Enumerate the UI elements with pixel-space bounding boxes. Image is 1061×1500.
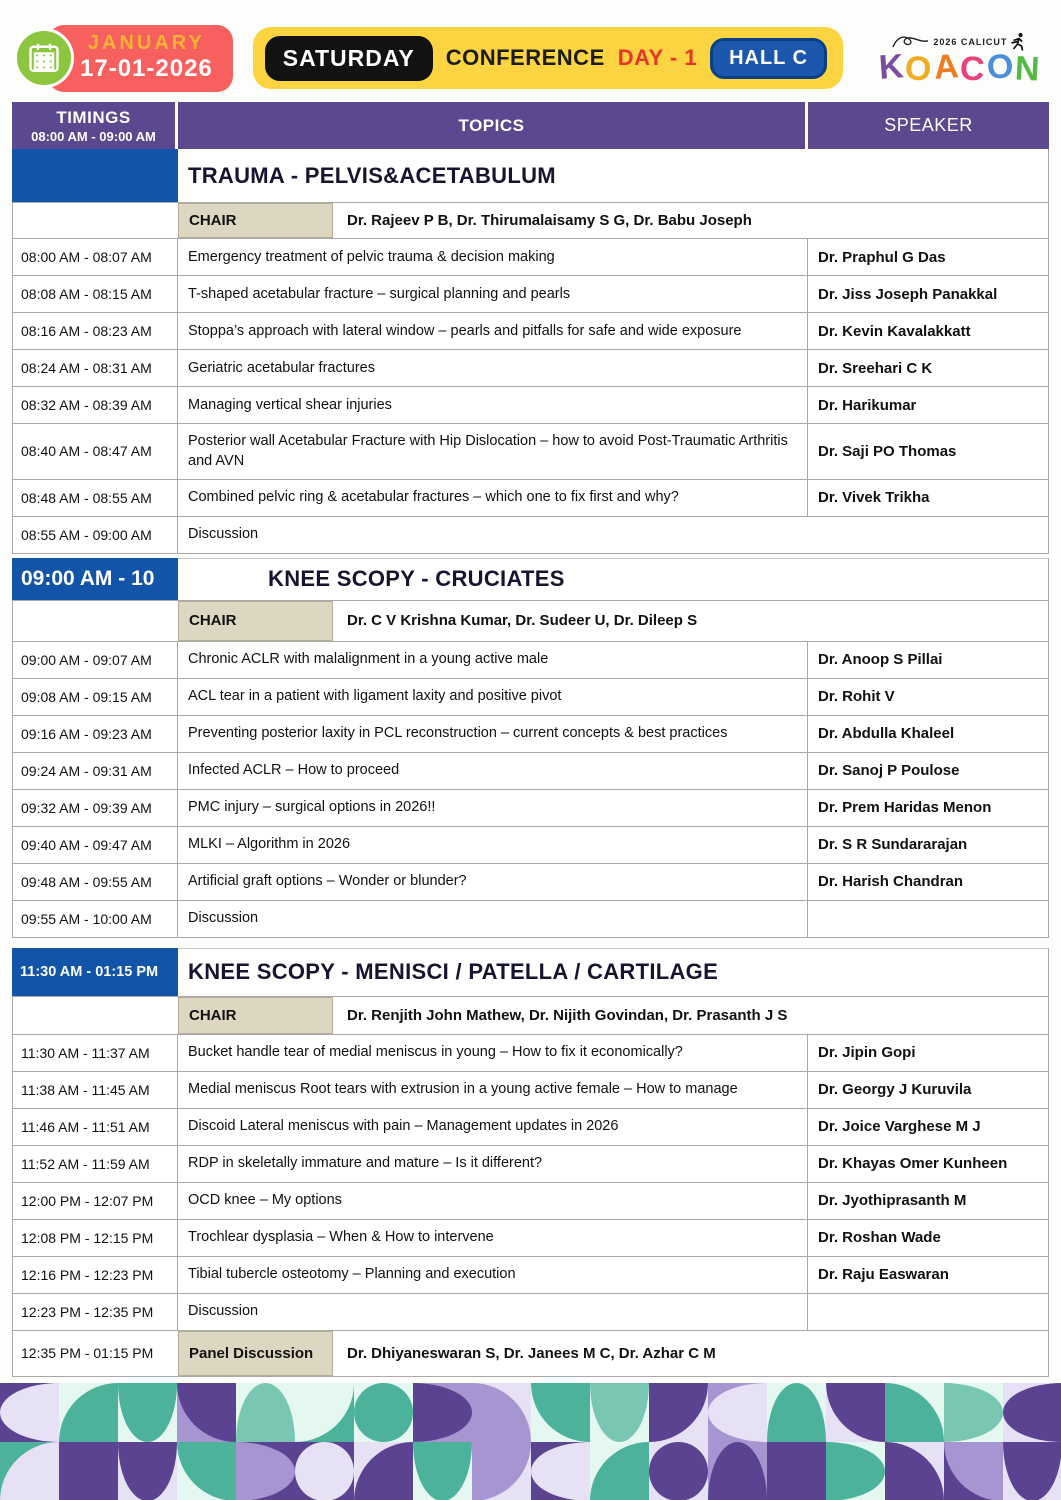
pattern-shape — [354, 1442, 413, 1500]
pattern-shape — [59, 1383, 118, 1442]
schedule-row — [12, 1294, 1049, 1331]
row-speaker — [808, 1294, 1049, 1330]
pattern-shape — [1003, 1383, 1061, 1442]
pattern-shape — [236, 1383, 295, 1442]
pattern-shape — [354, 1383, 413, 1442]
pattern-shape — [177, 1383, 236, 1442]
row-time: 12:08 PM - 12:15 PM — [12, 1220, 178, 1256]
schedule-row — [12, 387, 1049, 424]
schedule-row — [12, 350, 1049, 387]
row-speaker: Dr. Jyothiprasanth M — [808, 1183, 1049, 1219]
pattern-shape — [118, 1442, 177, 1500]
row-speaker: Dr. Sanoj P Poulose — [808, 753, 1049, 789]
pattern-shape — [1003, 1442, 1061, 1500]
date-badge — [14, 25, 233, 92]
session-block — [12, 558, 1049, 938]
row-topic: ACL tear in a patient with ligament laxity and positive pivot — [178, 679, 808, 715]
logo-letter: K — [877, 47, 905, 87]
conference-banner — [253, 27, 843, 89]
date-label: 17-01-2026 — [80, 54, 213, 82]
pattern-shape — [531, 1442, 590, 1500]
row-time: 08:55 AM - 09:00 AM — [12, 517, 178, 553]
pattern-shape — [295, 1383, 354, 1442]
session-time-chip: 11:30 AM - 01:15 PM — [12, 948, 178, 996]
row-speaker: Dr. Jiss Joseph Panakkal — [808, 276, 1049, 312]
schedule-row — [12, 1109, 1049, 1146]
row-time: 08:00 AM - 08:07 AM — [12, 239, 178, 275]
decorative-footer-pattern — [0, 1383, 1061, 1500]
pattern-tile — [354, 1442, 413, 1500]
session-title: KNEE SCOPY - CRUCIATES — [178, 558, 1049, 600]
schedule-row — [12, 1257, 1049, 1294]
schedule-row — [12, 864, 1049, 901]
koacon-logo — [877, 32, 1041, 89]
row-time: 08:32 AM - 08:39 AM — [12, 387, 178, 423]
pattern-tile — [413, 1442, 472, 1500]
pattern-tile — [295, 1383, 354, 1442]
timings-header-label: TIMINGS — [56, 107, 131, 127]
schedule-row — [12, 239, 1049, 276]
row-time: 12:00 PM - 12:07 PM — [12, 1183, 178, 1219]
pattern-tile — [177, 1383, 236, 1442]
column-header-speaker: SPEAKER — [884, 115, 973, 135]
page-header — [0, 0, 1061, 102]
panel-label: Panel Discussion — [178, 1331, 333, 1376]
pattern-tile — [472, 1383, 531, 1442]
schedule-row — [12, 424, 1049, 480]
row-speaker: Dr. Praphul G Das — [808, 239, 1049, 275]
row-topic: Managing vertical shear injuries — [178, 387, 808, 423]
pattern-tile — [885, 1383, 944, 1442]
chair-label: CHAIR — [178, 997, 333, 1034]
date-box — [48, 25, 233, 92]
row-speaker — [808, 901, 1049, 937]
row-time: 11:46 AM - 11:51 AM — [12, 1109, 178, 1145]
row-speaker: Dr. Saji PO Thomas — [808, 424, 1049, 479]
row-speaker: Dr. Rohit V — [808, 679, 1049, 715]
schedule-row — [12, 827, 1049, 864]
pattern-shape — [0, 1442, 59, 1500]
pattern-tile — [472, 1442, 531, 1500]
row-topic: Medial meniscus Root tears with extrusion in a young active female – How to manage — [178, 1072, 808, 1108]
logo-letter: N — [1014, 49, 1041, 89]
chair-label: CHAIR — [178, 203, 333, 238]
row-speaker: Dr. Joice Varghese M J — [808, 1109, 1049, 1145]
pattern-shape — [649, 1442, 708, 1500]
session-block — [12, 948, 1049, 1377]
pattern-shape — [118, 1383, 177, 1442]
pattern-shape — [944, 1442, 1003, 1500]
panel-time: 12:35 PM - 01:15 PM — [12, 1331, 178, 1376]
row-time: 08:48 AM - 08:55 AM — [12, 480, 178, 516]
pattern-tile — [649, 1442, 708, 1500]
pattern-shape — [826, 1383, 885, 1442]
row-speaker: Dr. Harish Chandran — [808, 864, 1049, 900]
chair-row — [12, 202, 1049, 239]
schedule-row — [12, 1183, 1049, 1220]
pattern-tile — [236, 1442, 295, 1500]
row-time: 11:38 AM - 11:45 AM — [12, 1072, 178, 1108]
pattern-tile — [118, 1383, 177, 1442]
session-title: KNEE SCOPY - MENISCI / PATELLA / CARTILAGE — [178, 948, 1049, 996]
column-header-topics: TOPICS — [178, 102, 808, 149]
row-topic: T-shaped acetabular fracture – surgical planning and pearls — [178, 276, 808, 312]
pattern-tile — [944, 1383, 1003, 1442]
pattern-tile — [590, 1442, 649, 1500]
pattern-tile — [649, 1383, 708, 1442]
pattern-shape — [413, 1442, 472, 1500]
logo-letter: C — [959, 49, 986, 89]
pattern-tile — [413, 1383, 472, 1442]
schedule-row — [12, 276, 1049, 313]
row-topic: Artificial graft options – Wonder or blunder? — [178, 864, 808, 900]
row-speaker: Dr. Harikumar — [808, 387, 1049, 423]
row-topic: Stoppa’s approach with lateral window – pearls and pitfalls for safe and wide exposure — [178, 313, 808, 349]
pattern-tile — [118, 1442, 177, 1500]
pattern-shape — [708, 1383, 767, 1442]
panel-names: Dr. Dhiyaneswaran S, Dr. Janees M C, Dr. Azhar C M — [333, 1331, 1049, 1376]
chair-row — [12, 600, 1049, 642]
pattern-tile — [59, 1442, 118, 1500]
pattern-shape — [708, 1442, 767, 1500]
row-time: 11:52 AM - 11:59 AM — [12, 1146, 178, 1182]
pattern-tile — [0, 1383, 59, 1442]
conference-day-number: DAY - 1 — [617, 45, 698, 70]
pattern-tile — [59, 1383, 118, 1442]
day-pill: SATURDAY — [265, 36, 433, 81]
pattern-tile — [885, 1442, 944, 1500]
row-speaker: Dr. Raju Easwaran — [808, 1257, 1049, 1293]
row-time: 09:32 AM - 09:39 AM — [12, 790, 178, 826]
row-topic: RDP in skeletally immature and mature – Is it different? — [178, 1146, 808, 1182]
hall-badge: HALL C — [710, 38, 827, 79]
panel-discussion-row — [12, 1331, 1049, 1377]
pattern-shape — [826, 1442, 885, 1500]
row-time: 09:24 AM - 09:31 AM — [12, 753, 178, 789]
schedule-row — [12, 901, 1049, 938]
session-title: TRAUMA - PELVIS&ACETABULUM — [178, 149, 1049, 202]
pattern-tile — [944, 1442, 1003, 1500]
calendar-icon — [14, 28, 74, 88]
chair-names: Dr. C V Krishna Kumar, Dr. Sudeer U, Dr. Dileep S — [333, 601, 1049, 641]
chair-spacer — [12, 203, 178, 238]
pattern-tile — [767, 1442, 826, 1500]
pattern-shape — [413, 1383, 472, 1442]
row-time: 12:16 PM - 12:23 PM — [12, 1257, 178, 1293]
row-topic: Emergency treatment of pelvic trauma & decision making — [178, 239, 808, 275]
logo-letter: A — [932, 47, 960, 87]
pattern-tile — [177, 1442, 236, 1500]
pattern-tile — [767, 1383, 826, 1442]
table-header-row — [12, 102, 1049, 149]
pattern-tile — [236, 1383, 295, 1442]
schedule-row — [12, 716, 1049, 753]
first-session-time: 08:00 AM - 09:00 AM — [31, 128, 156, 144]
schedule-row — [12, 480, 1049, 517]
row-topic: Discussion — [178, 517, 1049, 553]
pattern-shape — [590, 1442, 649, 1500]
pattern-shape — [295, 1442, 354, 1500]
session-banner-row — [12, 948, 1049, 996]
sessions-container — [12, 149, 1049, 1377]
pattern-shape — [236, 1442, 295, 1500]
row-time: 09:08 AM - 09:15 AM — [12, 679, 178, 715]
pattern-tile — [531, 1383, 590, 1442]
pattern-tile — [0, 1442, 59, 1500]
chair-spacer — [12, 997, 178, 1034]
row-topic: Tibial tubercle osteotomy – Planning and execution — [178, 1257, 808, 1293]
row-speaker: Dr. Roshan Wade — [808, 1220, 1049, 1256]
row-speaker: Dr. S R Sundararajan — [808, 827, 1049, 863]
conference-label: CONFERENCE — [445, 45, 605, 70]
pattern-shape — [590, 1383, 649, 1442]
row-topic: Trochlear dysplasia – When & How to intervene — [178, 1220, 808, 1256]
row-speaker: Dr. Khayas Omer Kunheen — [808, 1146, 1049, 1182]
session-banner-row — [12, 149, 1049, 202]
row-topic: MLKI – Algorithm in 2026 — [178, 827, 808, 863]
chair-names: Dr. Renjith John Mathew, Dr. Nijith Govindan, Dr. Prasanth J S — [333, 997, 1049, 1034]
logo-subtitle: 2026 CALICUT — [933, 37, 1008, 47]
schedule-table — [12, 102, 1049, 1377]
row-topic: Bucket handle tear of medial meniscus in young – How to fix it economically? — [178, 1035, 808, 1071]
logo-letter: O — [904, 49, 933, 89]
row-speaker: Dr. Abdulla Khaleel — [808, 716, 1049, 752]
session-time-chip — [12, 149, 178, 202]
schedule-row — [12, 517, 1049, 554]
schedule-row — [12, 642, 1049, 679]
pattern-tile — [295, 1442, 354, 1500]
row-time: 08:16 AM - 08:23 AM — [12, 313, 178, 349]
pattern-shape — [472, 1383, 531, 1442]
session-time-chip: 09:00 AM - 10 — [12, 558, 178, 600]
row-speaker: Dr. Kevin Kavalakkatt — [808, 313, 1049, 349]
pattern-shape — [885, 1383, 944, 1442]
row-time: 09:00 AM - 09:07 AM — [12, 642, 178, 678]
pattern-tile — [531, 1442, 590, 1500]
row-time: 08:40 AM - 08:47 AM — [12, 424, 178, 479]
schedule-row — [12, 753, 1049, 790]
schedule-row — [12, 313, 1049, 350]
row-speaker: Dr. Jipin Gopi — [808, 1035, 1049, 1071]
row-topic: Combined pelvic ring & acetabular fractures – which one to fix first and why? — [178, 480, 808, 516]
logo-letters — [877, 47, 1041, 89]
chair-spacer — [12, 601, 178, 641]
pattern-tile — [354, 1383, 413, 1442]
pattern-tile — [708, 1442, 767, 1500]
row-time: 11:30 AM - 11:37 AM — [12, 1035, 178, 1071]
pattern-tile — [1003, 1442, 1061, 1500]
row-time: 12:23 PM - 12:35 PM — [12, 1294, 178, 1330]
row-time: 08:08 AM - 08:15 AM — [12, 276, 178, 312]
schedule-row — [12, 1035, 1049, 1072]
row-topic: Discussion — [178, 1294, 808, 1330]
session-banner-row — [12, 558, 1049, 600]
pattern-tile — [708, 1383, 767, 1442]
row-topic: PMC injury – surgical options in 2026!! — [178, 790, 808, 826]
schedule-row — [12, 1220, 1049, 1257]
row-topic: OCD knee – My options — [178, 1183, 808, 1219]
row-speaker: Dr. Vivek Trikha — [808, 480, 1049, 516]
chair-label: CHAIR — [178, 601, 333, 641]
row-speaker: Dr. Anoop S Pillai — [808, 642, 1049, 678]
row-topic: Geriatric acetabular fractures — [178, 350, 808, 386]
session-block — [12, 149, 1049, 554]
row-topic: Preventing posterior laxity in PCL reconstruction – current concepts & best practices — [178, 716, 808, 752]
schedule-row — [12, 1072, 1049, 1109]
schedule-row — [12, 790, 1049, 827]
month-label: JANUARY — [87, 31, 205, 54]
chair-names: Dr. Rajeev P B, Dr. Thirumalaisamy S G, Dr. Babu Joseph — [333, 203, 1049, 238]
row-speaker: Dr. Sreehari C K — [808, 350, 1049, 386]
pattern-shape — [472, 1442, 531, 1500]
pattern-shape — [649, 1383, 708, 1442]
pattern-tile — [1003, 1383, 1061, 1442]
pattern-tile — [826, 1442, 885, 1500]
row-time: 09:40 AM - 09:47 AM — [12, 827, 178, 863]
row-topic: Infected ACLR – How to proceed — [178, 753, 808, 789]
schedule-row — [12, 1146, 1049, 1183]
row-topic: Discoid Lateral meniscus with pain – Management updates in 2026 — [178, 1109, 808, 1145]
row-topic: Posterior wall Acetabular Fracture with Hip Dislocation – how to avoid Post-Traumatic Arthritis and AVN — [178, 424, 808, 479]
pattern-shape — [767, 1383, 826, 1442]
row-speaker: Dr. Georgy J Kuruvila — [808, 1072, 1049, 1108]
row-time: 08:24 AM - 08:31 AM — [12, 350, 178, 386]
pattern-shape — [944, 1383, 1003, 1442]
pattern-shape — [0, 1383, 59, 1442]
row-topic: Chronic ACLR with malalignment in a young active male — [178, 642, 808, 678]
pattern-shape — [531, 1383, 590, 1442]
row-time: 09:48 AM - 09:55 AM — [12, 864, 178, 900]
row-time: 09:55 AM - 10:00 AM — [12, 901, 178, 937]
logo-letter: O — [985, 47, 1015, 87]
row-time: 09:16 AM - 09:23 AM — [12, 716, 178, 752]
row-speaker: Dr. Prem Haridas Menon — [808, 790, 1049, 826]
pattern-shape — [885, 1442, 944, 1500]
pattern-tile — [590, 1383, 649, 1442]
pattern-tile — [826, 1383, 885, 1442]
schedule-row — [12, 679, 1049, 716]
pattern-shape — [177, 1442, 236, 1500]
row-topic: Discussion — [178, 901, 808, 937]
chair-row — [12, 996, 1049, 1035]
column-header-timings — [12, 102, 178, 149]
